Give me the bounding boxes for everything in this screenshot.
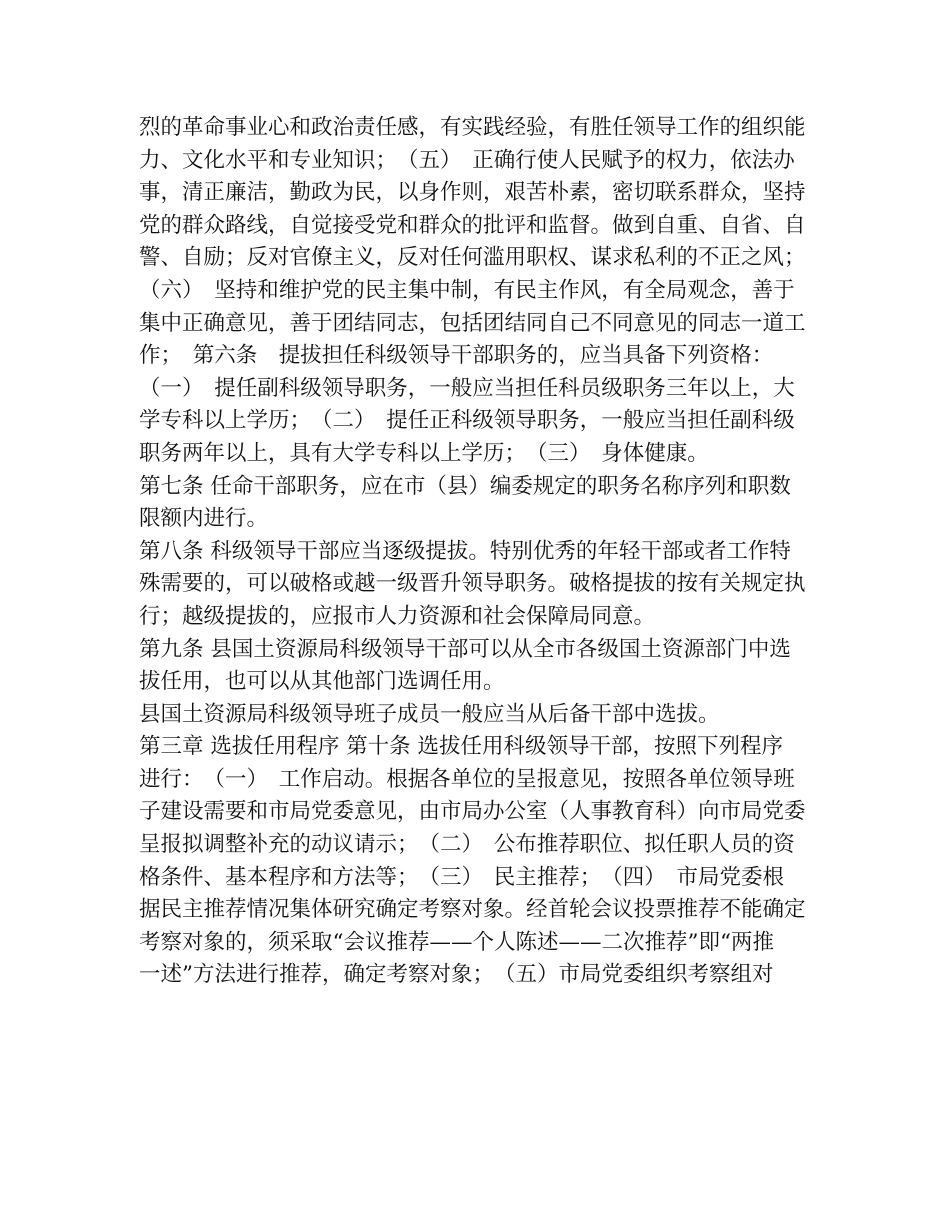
text-line: 进行： （一） 工作启动。根据各单位的呈报意见，按照各单位领导班 [139,766,795,792]
text-line: 事，清正廉洁，勤政为民，以身作则，艰苦朴素，密切联系群众，坚持 [139,180,806,206]
text-line: 一述”方法进行推荐，确定考察对象； （五）市局党委组织考察组对 [139,962,774,988]
text-line: 集中正确意见，善于团结同志，包括团结同自己不同意见的同志一道工 [139,310,806,336]
text-line: 限额内进行。 [139,506,269,532]
document-body [139,112,819,992]
text-line: （一） 提任副科级领导职务，一般应当担任科员级职务三年以上，大 [139,375,795,401]
text-line: 警、自励；反对官僚主义，反对任何滥用职权、谋求私利的不正之风； [139,245,806,271]
text-line: 职务两年以上，具有大学专科以上学历； （三） 身体健康。 [139,440,709,466]
text-line: 格条件、基本程序和方法等； （三） 民主推荐； （四） 市局党委根 [139,864,785,890]
text-line: 殊需要的，可以破格或越一级晋升领导职务。破格提拔的按有关规定执 [139,571,806,597]
text-line: 作； 第六条 提拔担任科级领导干部职务的，应当具备下列资格： [139,343,774,369]
text-line: 第九条 县国土资源局科级领导干部可以从全市各级国土资源部门中选 [139,636,791,662]
text-line: 据民主推荐情况集体研究确定考察对象。经首轮会议投票推荐不能确定 [139,897,806,923]
text-line: 第七条 任命干部职务，应在市（县）编委规定的职务名称序列和职数 [139,473,791,499]
text-line: 拔任用，也可以从其他部门选调任用。 [139,669,505,695]
text-line: 第三章 选拔任用程序 第十条 选拔任用科级领导干部，按照下列程序 [139,734,784,760]
text-line: 县国土资源局科级领导班子成员一般应当从后备干部中选拔。 [139,701,720,727]
text-line: 呈报拟调整补充的动议请示； （二） 公布推荐职位、拟任职人员的资 [139,832,795,858]
text-line: 第八条 科级领导干部应当逐级提拔。特别优秀的年轻干部或者工作特 [139,538,791,564]
text-line: 力、文化水平和专业知识； （五） 正确行使人民赋予的权力，依法办 [139,147,795,173]
text-line: 学专科以上学历； （二） 提任正科级领导职务，一般应当担任副科级 [139,408,795,434]
text-line: 子建设需要和市局党委意见，由市局办公室（人事教育科）向市局党委 [139,799,806,825]
text-line: （六） 坚持和维护党的民主集中制，有民主作风，有全局观念，善于 [139,277,795,303]
text-line: 考察对象的，须采取“会议推荐——个人陈述——二次推荐”即“两推 [139,929,774,955]
text-line: 烈的革命事业心和政治责任感，有实践经验，有胜任领导工作的组织能 [139,115,806,140]
text-line: 行；越级提拔的，应报市人力资源和社会保障局同意。 [139,603,656,629]
text-line: 党的群众路线，自觉接受党和群众的批评和监督。做到自重、自省、自 [139,212,806,238]
